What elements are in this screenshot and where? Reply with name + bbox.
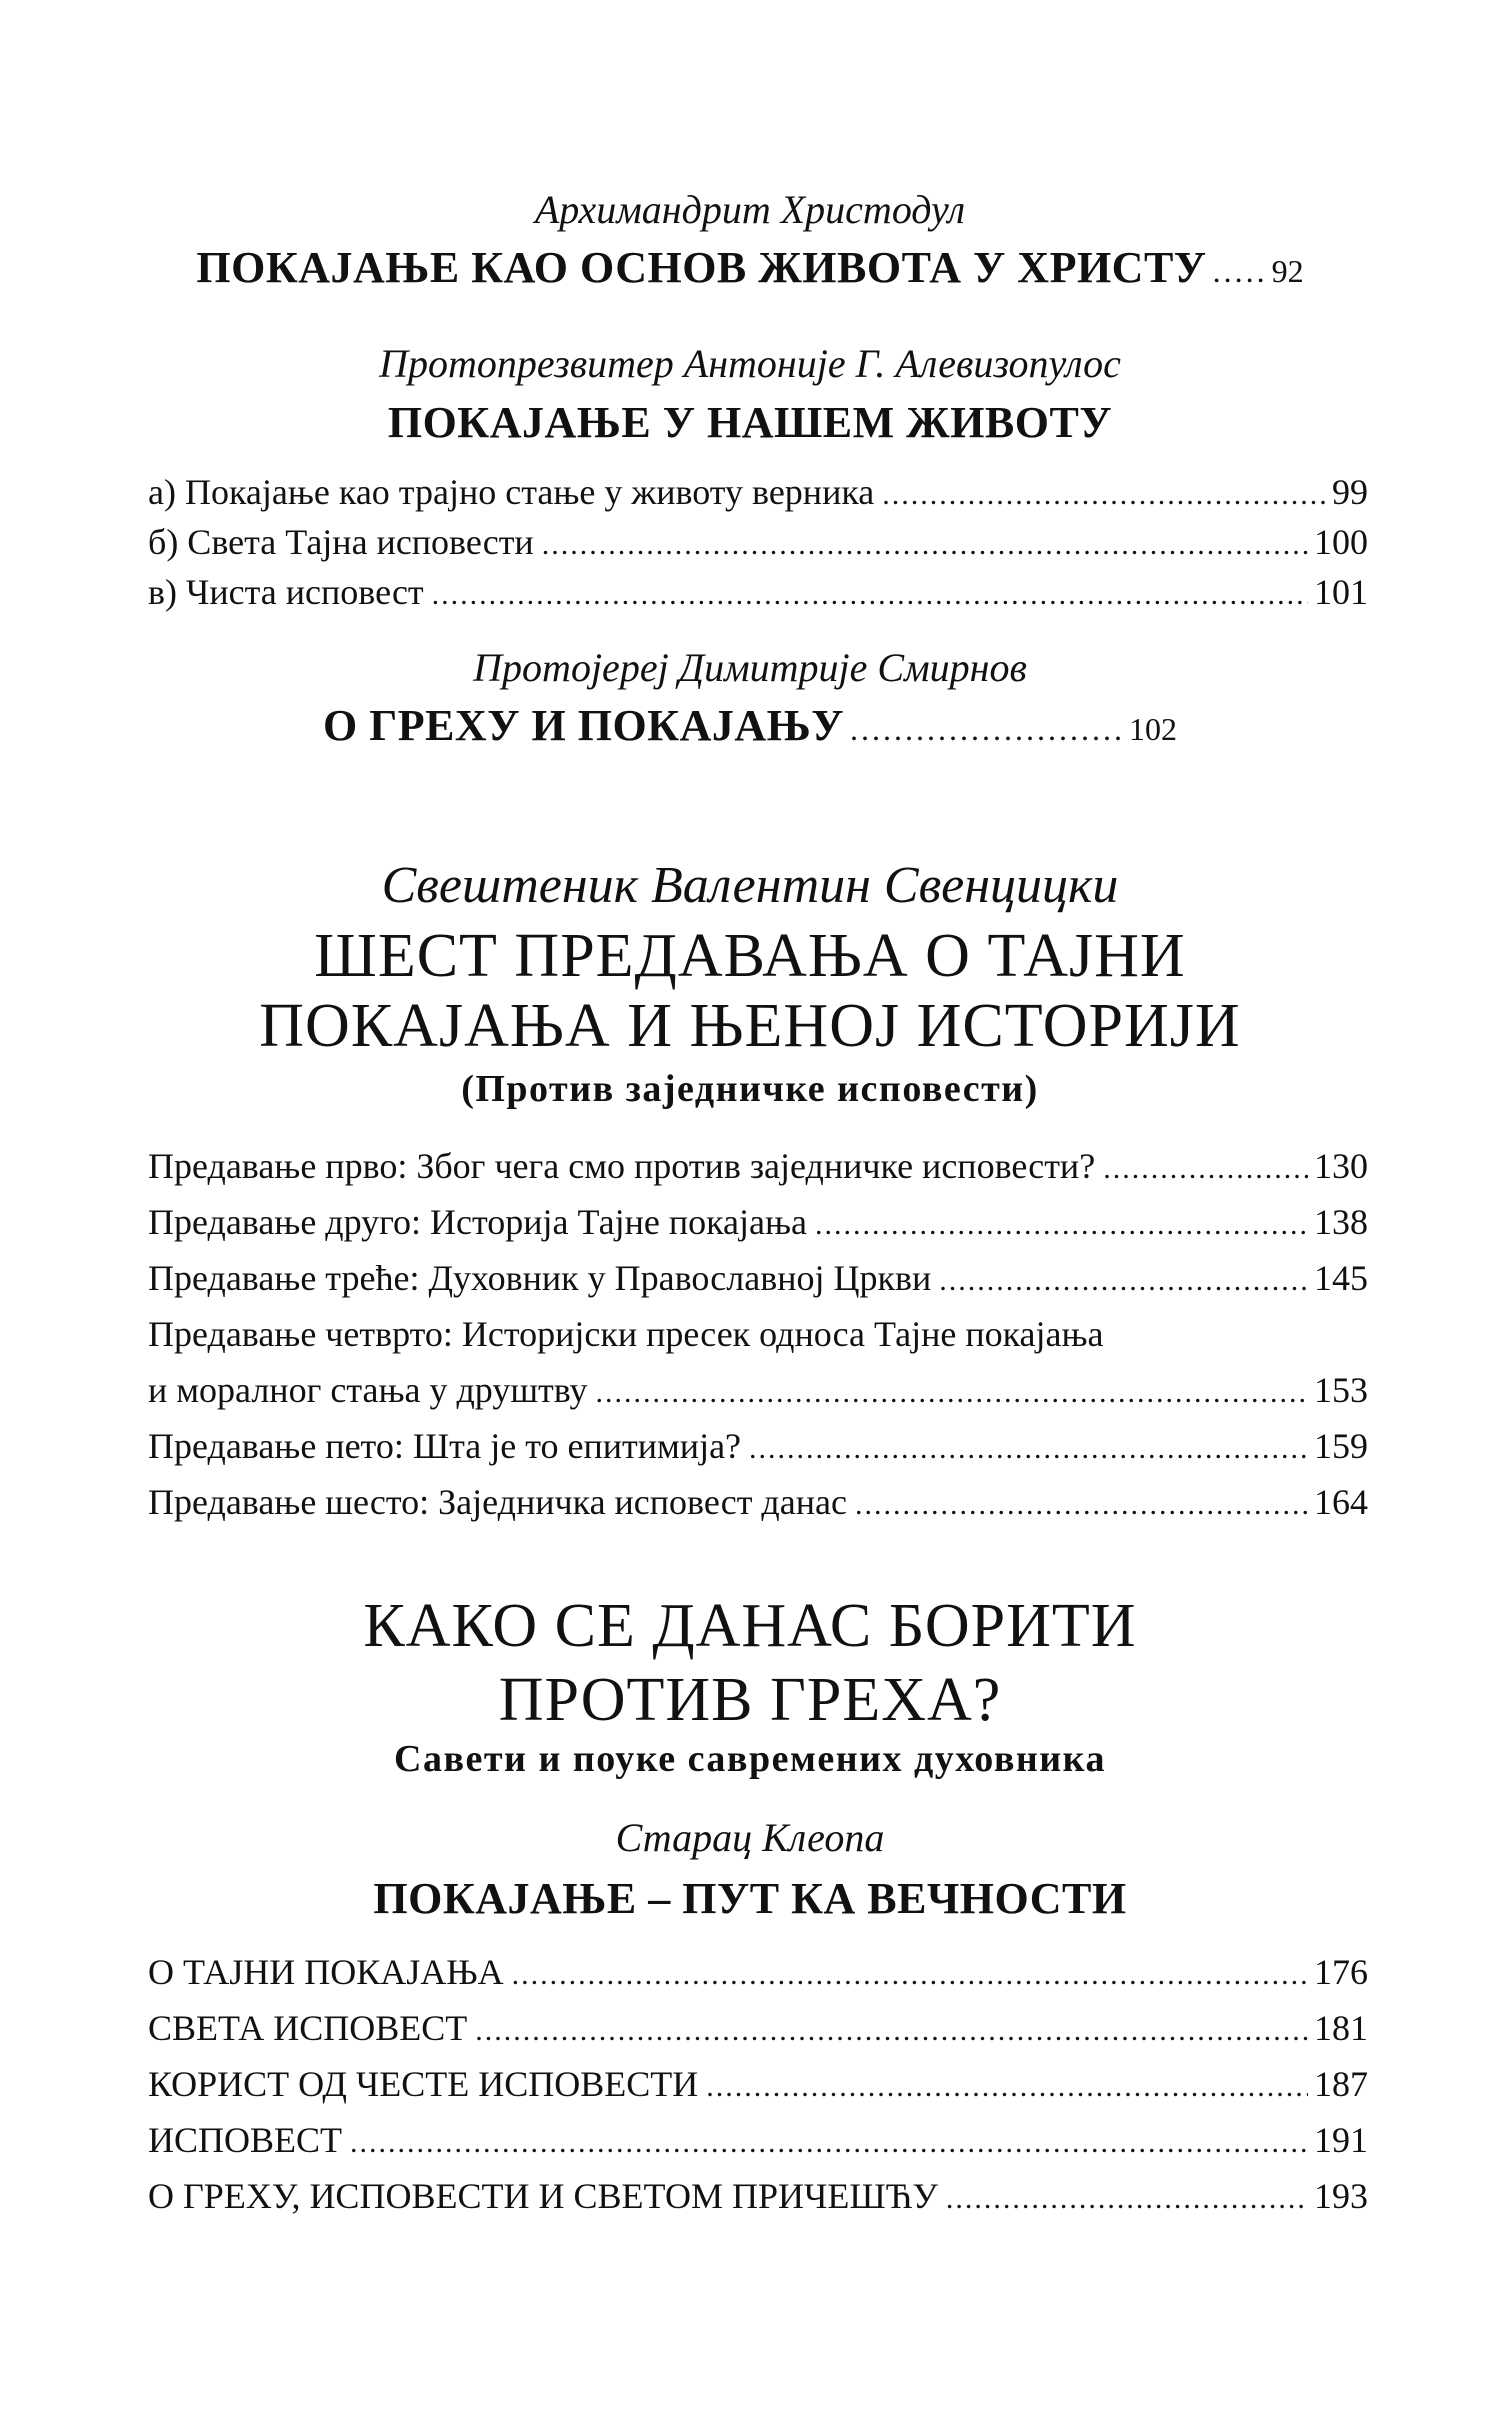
toc-entry-line2[interactable] <box>148 1366 1368 1414</box>
entry-label: Предавање треће: Духовник у Православној Цркви <box>148 1258 932 1298</box>
section-title-line1: ШЕСТ ПРЕДАВАЊА О ТАЈНИ <box>314 922 1186 990</box>
dot-leader <box>882 471 1326 519</box>
page-number: 191 <box>1314 2120 1368 2160</box>
toc-entry[interactable] <box>148 1478 1368 1526</box>
section-title-line2: ПОКАЈАЊА И ЊЕНОЈ ИСТОРИЈИ <box>259 992 1241 1060</box>
toc-entry[interactable] <box>148 1198 1368 1246</box>
entry-label: О ТАЈНИ ПОКАЈАЊА <box>148 1952 504 1992</box>
entry-label: КОРИСТ ОД ЧЕСТЕ ИСПОВЕСТИ <box>148 2064 699 2104</box>
dot-leader <box>1103 1145 1308 1193</box>
page-number: 102 <box>1129 711 1177 747</box>
section-title: ПОКАЈАЊЕ КАО ОСНОВ ЖИВОТА У ХРИСТУ <box>196 243 1207 292</box>
dot-leader <box>706 2063 1308 2111</box>
toc-entry-khristodul[interactable] <box>0 242 1500 296</box>
page-number: 176 <box>1314 1952 1368 1992</box>
section-title-kleopa: ПОКАЈАЊЕ – ПУТ КА ВЕЧНОСТИ <box>373 1874 1127 1923</box>
toc-entry[interactable] <box>148 2116 1368 2164</box>
page-number: 153 <box>1314 1370 1368 1410</box>
entry-label: Предавање пето: Шта је то епитимија? <box>148 1426 742 1466</box>
dot-leader: ..... <box>1212 253 1268 289</box>
page-number: 130 <box>1314 1146 1368 1186</box>
section-title-alevizopulos: ПОКАЈАЊЕ У НАШЕМ ЖИВОТУ <box>387 398 1113 447</box>
dot-leader <box>475 2007 1308 2055</box>
entry-label: Предавање шесто: Заједничка исповест данас <box>148 1482 847 1522</box>
dot-leader <box>542 521 1308 569</box>
page-number: 99 <box>1332 472 1368 512</box>
toc-entry-smirnov[interactable] <box>0 700 1500 754</box>
entry-label: СВЕТА ИСПОВЕСТ <box>148 2008 468 2048</box>
dot-leader <box>749 1425 1308 1473</box>
entry-label: б) Света Тајна исповести <box>148 522 534 562</box>
toc-entry[interactable] <box>148 518 1368 566</box>
dot-leader <box>432 571 1308 619</box>
entry-label: Предавање прво: Због чега смо против заједничке исповести? <box>148 1146 1096 1186</box>
page-number: 101 <box>1314 572 1368 612</box>
dot-leader <box>512 1951 1308 1999</box>
entry-label: а) Покајање као трајно стање у животу верника <box>148 472 875 512</box>
entry-label: в) Чиста исповест <box>148 572 424 612</box>
dot-leader <box>815 1201 1308 1249</box>
dot-leader <box>946 2175 1308 2223</box>
entry-label: Предавање друго: Историја Тајне покајања <box>148 1202 808 1242</box>
dot-leader <box>350 2119 1308 2167</box>
entry-label: ИСПОВЕСТ <box>148 2120 343 2160</box>
part-title-line1: КАКО СЕ ДАНАС БОРИТИ <box>363 1592 1137 1660</box>
page-number: 100 <box>1314 522 1368 562</box>
entry-label: Предавање четврто: Историјски пресек односа Тајне покајања <box>148 1314 1104 1354</box>
page-number: 159 <box>1314 1426 1368 1466</box>
page-number: 193 <box>1314 2176 1368 2216</box>
page-number: 92 <box>1271 253 1304 289</box>
toc-entry[interactable] <box>148 1142 1368 1190</box>
dot-leader <box>596 1369 1308 1417</box>
part-subtitle: Савети и поуке савремених духовника <box>394 1738 1106 1780</box>
toc-entry[interactable] <box>148 1254 1368 1302</box>
page-number: 164 <box>1314 1482 1368 1522</box>
section-subtitle: (Против заједничке исповести) <box>461 1068 1039 1110</box>
entry-label: и моралног стања у друштву <box>148 1370 588 1410</box>
author-sventsitski: Свештеник Валентин Свенцицки <box>381 857 1119 914</box>
toc-entry-line1[interactable] <box>148 1310 1368 1358</box>
author-alevizopulos: Протопрезвитер Антоније Г. Алевизопулос <box>379 341 1121 386</box>
page-number: 145 <box>1314 1258 1368 1298</box>
toc-entry[interactable] <box>148 2004 1368 2052</box>
toc-entry[interactable] <box>148 468 1368 516</box>
toc-entry[interactable] <box>148 2060 1368 2108</box>
entry-label: О ГРЕХУ, ИСПОВЕСТИ И СВЕТОМ ПРИЧЕШЋУ <box>148 2176 938 2216</box>
part-title-line2: ПРОТИВ ГРЕХА? <box>498 1666 1002 1734</box>
dot-leader <box>939 1257 1308 1305</box>
author-kleopa: Старац Клеопа <box>615 1815 885 1860</box>
section-title: О ГРЕХУ И ПОКАЈАЊУ <box>322 701 844 750</box>
dot-leader <box>855 1481 1308 1529</box>
author-smirnov: Протојереј Димитрије Смирнов <box>473 645 1027 690</box>
page-number: 138 <box>1314 1202 1368 1242</box>
dot-leader: ......................... <box>850 711 1125 747</box>
toc-entry[interactable] <box>148 1422 1368 1470</box>
toc-entry[interactable] <box>148 1948 1368 1996</box>
toc-entry[interactable] <box>148 2172 1368 2220</box>
author-khristodul: Архимандрит Христодул <box>534 187 966 232</box>
page-number: 181 <box>1314 2008 1368 2048</box>
page-number: 187 <box>1314 2064 1368 2104</box>
toc-entry[interactable] <box>148 568 1368 616</box>
